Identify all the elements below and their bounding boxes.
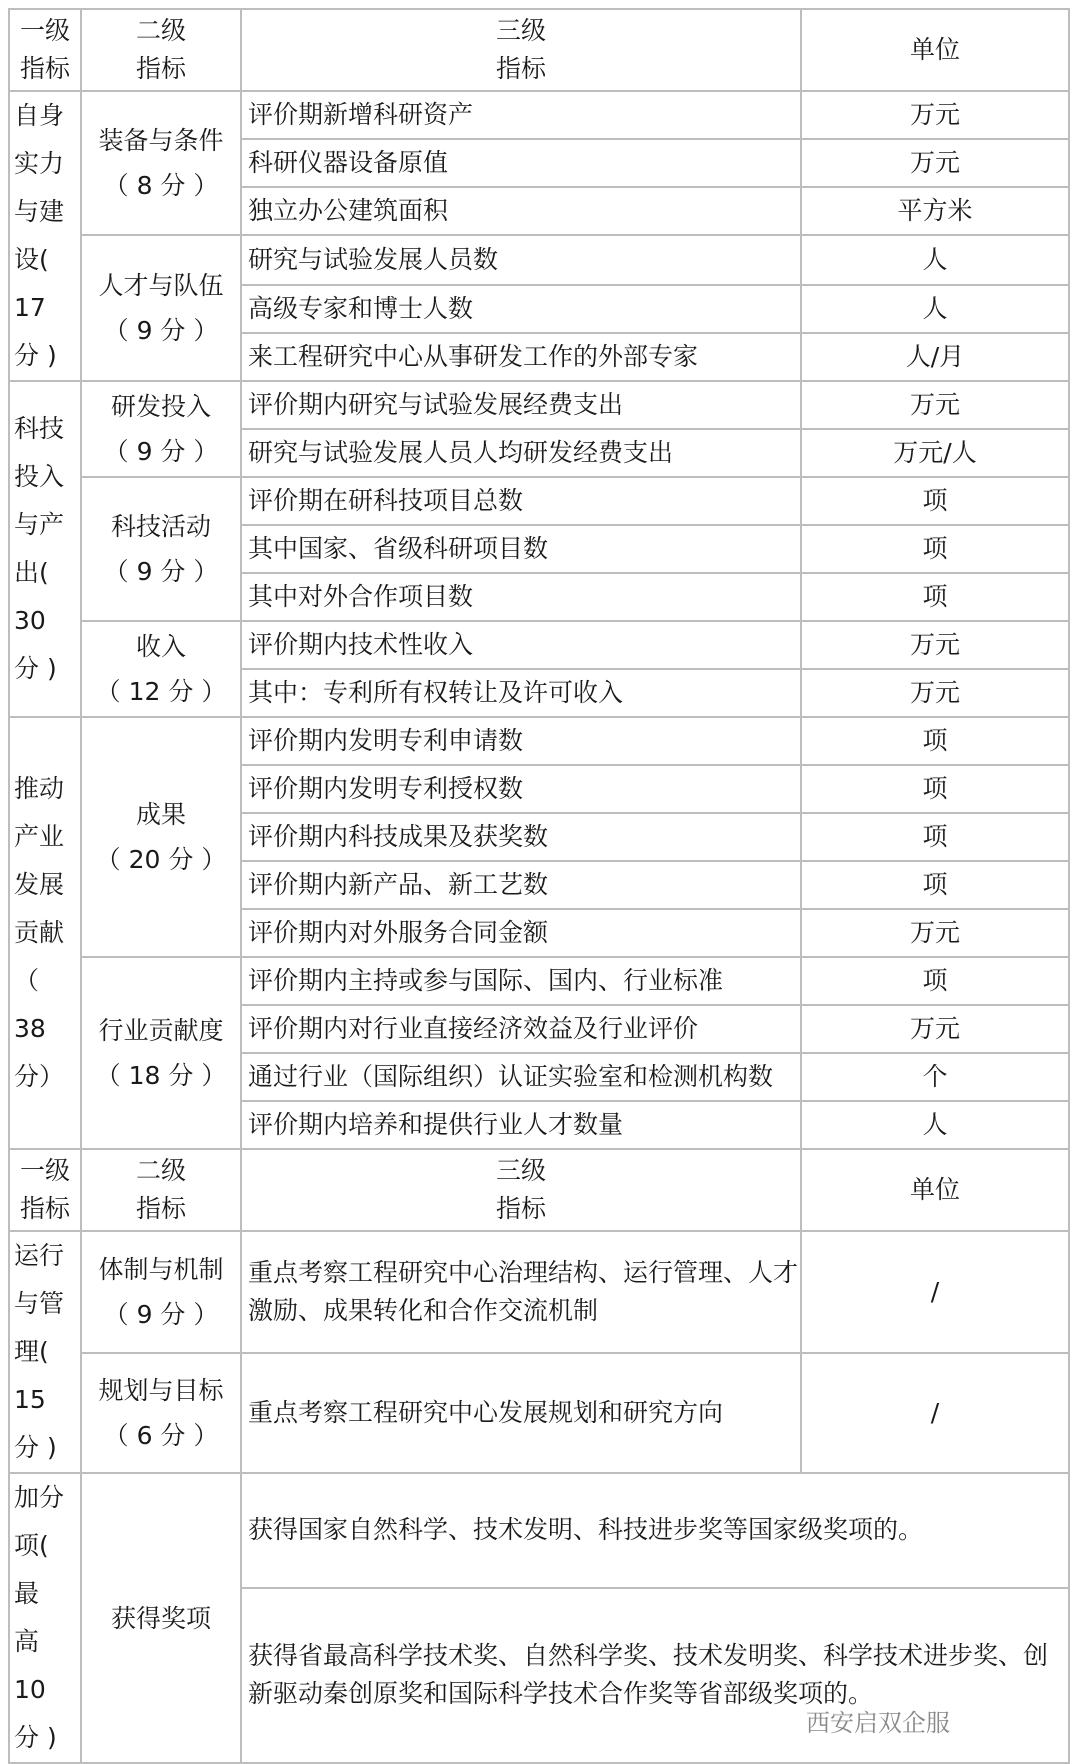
- indicator-table-container: [8, 8, 1068, 1764]
- header-level3: 三级 指标: [241, 9, 801, 91]
- table-row: [9, 717, 1069, 765]
- level2-cell: 行业贡献度 （ 18 分 ）: [81, 957, 241, 1149]
- level3-item: 其中国家、省级科研项目数: [241, 525, 801, 573]
- level3-item: 高级专家和博士人数: [241, 285, 801, 333]
- level2-cell: 规划与目标 （ 6 分 ）: [81, 1353, 241, 1473]
- level3-item: 独立办公建筑面积: [241, 187, 801, 235]
- unit-cell: 万元: [801, 1005, 1069, 1053]
- unit-cell: 人/月: [801, 333, 1069, 381]
- level3-item: 评价期新增科研资产: [241, 91, 801, 139]
- bonus-item: 获得省最高科学技术奖、自然科学奖、技术发明奖、科学技术进步奖、创新驱动秦创原奖和国际科学技术合作奖等省部级奖项的。: [241, 1588, 1069, 1763]
- unit-cell: 万元: [801, 381, 1069, 429]
- level1-cell: 推动 产业 发展 贡献 （ 38 分）: [9, 717, 81, 1149]
- unit-cell: 万元: [801, 909, 1069, 957]
- level3-item: 评价期内主持或参与国际、国内、行业标准: [241, 957, 801, 1005]
- level2-cell: 体制与机制 （ 9 分 ）: [81, 1231, 241, 1353]
- table-row: [9, 235, 1069, 285]
- unit-cell: 项: [801, 765, 1069, 813]
- table-row: [9, 477, 1069, 525]
- level3-item: 评价期内培养和提供行业人才数量: [241, 1101, 801, 1149]
- level2-cell: 科技活动 （ 9 分 ）: [81, 477, 241, 621]
- unit-cell: 人: [801, 285, 1069, 333]
- level3-item: 重点考察工程研究中心发展规划和研究方向: [241, 1353, 801, 1473]
- unit-cell: 项: [801, 525, 1069, 573]
- level3-item: 研究与试验发展人员人均研发经费支出: [241, 429, 801, 477]
- level2-cell: 装备与条件 （ 8 分 ）: [81, 91, 241, 235]
- level3-item: 评价期内新产品、新工艺数: [241, 861, 801, 909]
- header-level1: 一级 指标: [9, 1149, 81, 1231]
- level1-cell: 加分 项( 最 高 10 分 ): [9, 1473, 81, 1763]
- level3-item: 研究与试验发展人员数: [241, 235, 801, 285]
- level3-item: 评价期内对外服务合同金额: [241, 909, 801, 957]
- table-row: [9, 957, 1069, 1005]
- unit-cell: 万元: [801, 139, 1069, 187]
- unit-cell: 项: [801, 477, 1069, 525]
- level2-cell: 收入 （ 12 分 ）: [81, 621, 241, 717]
- table-row: [9, 91, 1069, 139]
- level3-item: 评价期内科技成果及获奖数: [241, 813, 801, 861]
- unit-cell: 项: [801, 573, 1069, 621]
- unit-cell: 人: [801, 235, 1069, 285]
- level3-item: 重点考察工程研究中心治理结构、运行管理、人才激励、成果转化和合作交流机制: [241, 1231, 801, 1353]
- level3-item: 评价期内发明专利申请数: [241, 717, 801, 765]
- header-unit: 单位: [801, 9, 1069, 91]
- unit-cell: 平方米: [801, 187, 1069, 235]
- unit-cell: 项: [801, 957, 1069, 1005]
- table-row: [9, 1473, 1069, 1588]
- unit-cell: 万元: [801, 91, 1069, 139]
- level3-item: 评价期内研究与试验发展经费支出: [241, 381, 801, 429]
- header-level2: 二级 指标: [81, 9, 241, 91]
- level1-cell: 自身 实力 与建 设( 17 分 ): [9, 91, 81, 381]
- header-row: [9, 1149, 1069, 1231]
- watermark-text: 西安启双企服: [806, 1703, 950, 1738]
- level3-item: 来工程研究中心从事研发工作的外部专家: [241, 333, 801, 381]
- evaluation-indicator-table: [8, 8, 1070, 1764]
- level3-item: 评价期在研科技项目总数: [241, 477, 801, 525]
- level3-item: 其中对外合作项目数: [241, 573, 801, 621]
- unit-cell: 个: [801, 1053, 1069, 1101]
- level3-item: 评价期内发明专利授权数: [241, 765, 801, 813]
- unit-cell: 项: [801, 861, 1069, 909]
- unit-cell: 万元/人: [801, 429, 1069, 477]
- table-row: [9, 1353, 1069, 1473]
- unit-cell: 万元: [801, 669, 1069, 717]
- level3-item: 评价期内对行业直接经济效益及行业评价: [241, 1005, 801, 1053]
- level3-item: 科研仪器设备原值: [241, 139, 801, 187]
- header-level1: 一级 指标: [9, 9, 81, 91]
- level2-cell: 成果 （ 20 分 ）: [81, 717, 241, 957]
- unit-cell: 项: [801, 717, 1069, 765]
- unit-cell: 人: [801, 1101, 1069, 1149]
- level3-item: 其中：专利所有权转让及许可收入: [241, 669, 801, 717]
- table-row: [9, 1231, 1069, 1353]
- level1-cell: 科技 投入 与产 出( 30 分 ): [9, 381, 81, 717]
- unit-cell: /: [801, 1231, 1069, 1353]
- level1-cell: 运行 与管 理( 15 分 ): [9, 1231, 81, 1473]
- header-level2: 二级 指标: [81, 1149, 241, 1231]
- level3-item: 通过行业（国际组织）认证实验室和检测机构数: [241, 1053, 801, 1101]
- level2-cell: 获得奖项: [81, 1473, 241, 1763]
- level2-cell: 研发投入 （ 9 分 ）: [81, 381, 241, 477]
- header-unit: 单位: [801, 1149, 1069, 1231]
- header-row: [9, 9, 1069, 91]
- table-row: [9, 381, 1069, 429]
- unit-cell: /: [801, 1353, 1069, 1473]
- unit-cell: 万元: [801, 621, 1069, 669]
- level2-cell: 人才与队伍 （ 9 分 ）: [81, 235, 241, 381]
- level3-item: 评价期内技术性收入: [241, 621, 801, 669]
- table-row: [9, 621, 1069, 669]
- bonus-item: 获得国家自然科学、技术发明、科技进步奖等国家级奖项的。: [241, 1473, 1069, 1588]
- unit-cell: 项: [801, 813, 1069, 861]
- header-level3: 三级 指标: [241, 1149, 801, 1231]
